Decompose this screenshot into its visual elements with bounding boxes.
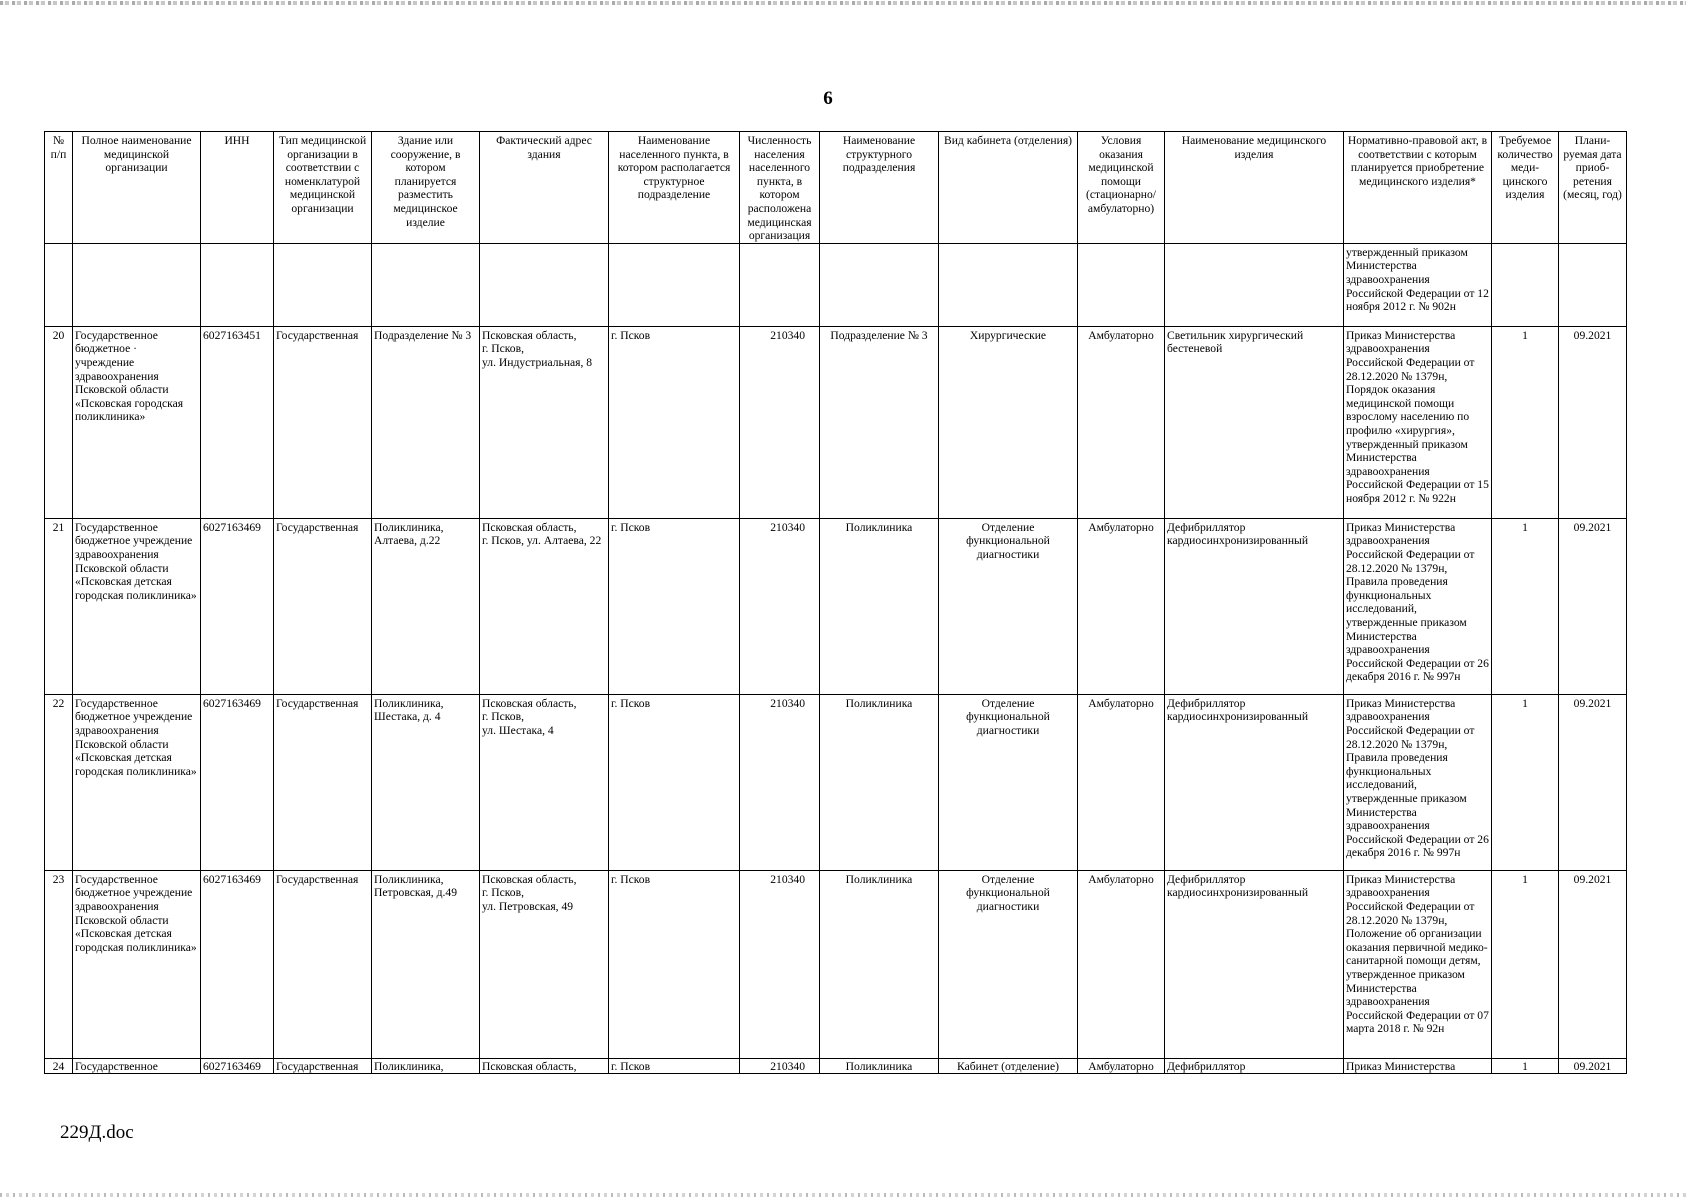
cell-device: Дефибриллятор кардиосинхронизированный	[1165, 694, 1344, 870]
cell-type: Государственная	[274, 870, 372, 1058]
cell-address: Псковская область, г. Псков, ул. Индустриальная, 8	[480, 326, 609, 518]
cell-device: Светильник хирургический бестеневой	[1165, 326, 1344, 518]
cell-date: 09.2021	[1559, 518, 1627, 694]
cell-type: Государственная	[274, 326, 372, 518]
cell-act: Приказ Министерства здравоохранения Российской Федерации от 28.12.2020 № 1379н, Положение об организации оказания первичной медико-санитарной помощи детям, утвержденное приказом Министерства здравоохранения Российской Федерации от 07 марта 2018 г. № 92н	[1344, 870, 1492, 1058]
cell-building: Поликлиника, Алтаева, д.22	[372, 518, 480, 694]
header-cell-building: Здание или сооружение, в котором планируется разместить медицинское изделие	[372, 132, 480, 244]
cell-locality: г. Псков	[609, 326, 740, 518]
cell-conditions: Амбулаторно	[1078, 870, 1165, 1058]
scan-edge-top	[0, 1, 1686, 5]
table-row	[45, 1058, 1627, 1073]
cell-num: 24	[45, 1058, 73, 1073]
cell-device: Дефибриллятор	[1165, 1058, 1344, 1073]
cell-unit: Подразделение № 3	[820, 326, 939, 518]
cell-qty: 1	[1492, 694, 1559, 870]
cell-qty: 1	[1492, 326, 1559, 518]
cell-date: 09.2021	[1559, 1058, 1627, 1073]
cell-act: Приказ Министерства здравоохранения Российской Федерации от 28.12.2020 № 1379н, Порядок оказания медицинской помощи взрослому населению по профилю «хирургия», утвержденный приказом Министерства здравоохранения Российской Федерации от 15 ноября 2012 г. № 922н	[1344, 326, 1492, 518]
cell-cabinet: Кабинет (отделение)	[939, 1058, 1078, 1073]
document-filename: 229Д.doc	[60, 1122, 134, 1143]
header-cell-type: Тип медицинской организации в соответствии с номенклатурой медицинской организации	[274, 132, 372, 244]
cell-date: 09.2021	[1559, 870, 1627, 1058]
header-cell-org: Полное наименование медицинской организации	[73, 132, 201, 244]
cell-num: 23	[45, 870, 73, 1058]
table-row	[45, 694, 1627, 870]
header-cell-date: Плани-руемая дата приоб-ретения (месяц, год)	[1559, 132, 1627, 244]
cell-cabinet: Отделение функциональной диагностики	[939, 870, 1078, 1058]
cell-population: 210340	[740, 1058, 820, 1073]
header-cell-num: № п/п	[45, 132, 73, 244]
cell-building: Поликлиника, Шестака, д. 4	[372, 694, 480, 870]
cell-qty: 1	[1492, 870, 1559, 1058]
cell-type: Государственная	[274, 518, 372, 694]
cell-locality: г. Псков	[609, 870, 740, 1058]
cell-inn: 6027163469	[201, 694, 274, 870]
cell-act: утвержденный приказом Министерства здравоохранения Российской Федерации от 12 ноября 2012 г. № 902н	[1344, 243, 1492, 326]
header-cell-locality: Наименование населенного пункта, в котором располагается структурное подразделение	[609, 132, 740, 244]
scan-edge-bottom	[0, 1193, 1686, 1197]
cell-cabinet: Отделение функциональной диагностики	[939, 694, 1078, 870]
cell-cabinet: Хирургические	[939, 326, 1078, 518]
cell-org: Государственное бюджетное учреждение здравоохранения Псковской области «Псковская детская городская поликлиника»	[73, 518, 201, 694]
table-row-continuation	[45, 243, 1627, 326]
header-cell-unit: Наименование структурного подразделения	[820, 132, 939, 244]
cell-org: Государственное бюджетное · учреждение здравоохранения Псковской области «Псковская городская поликлиника»	[73, 326, 201, 518]
cell-cabinet: Отделение функциональной диагностики	[939, 518, 1078, 694]
cell-act: Приказ Министерства здравоохранения Российской Федерации от 28.12.2020 № 1379н, Правила проведения функциональных исследований, утвержденные приказом Министерства здравоохранения Российской Федерации от 26 декабря 2016 г. № 997н	[1344, 694, 1492, 870]
cell-population: 210340	[740, 326, 820, 518]
cell-unit: Поликлиника	[820, 694, 939, 870]
cell-inn: 6027163469	[201, 1058, 274, 1073]
table-header-row	[45, 132, 1627, 244]
page-number: 6	[823, 88, 833, 109]
cell-qty: 1	[1492, 518, 1559, 694]
table-row	[45, 870, 1627, 1058]
header-cell-population: Численность населения населенного пункта, в котором расположена медицинская организация	[740, 132, 820, 244]
cell-address: Псковская область, г. Псков, ул. Петровская, 49	[480, 870, 609, 1058]
cell-conditions: Амбулаторно	[1078, 518, 1165, 694]
cell-locality: г. Псков	[609, 694, 740, 870]
cell-unit: Поликлиника	[820, 870, 939, 1058]
cell-act: Приказ Министерства	[1344, 1058, 1492, 1073]
cell-population: 210340	[740, 694, 820, 870]
cell-locality: г. Псков	[609, 518, 740, 694]
cell-type: Государственная	[274, 1058, 372, 1073]
cell-population: 210340	[740, 870, 820, 1058]
cell-inn: 6027163469	[201, 870, 274, 1058]
cell-address: Псковская область, г. Псков, ул. Шестака, 4	[480, 694, 609, 870]
cell-num: 21	[45, 518, 73, 694]
header-cell-act: Нормативно-правовой акт, в соответствии с которым планируется приобретение медицинского изделия*	[1344, 132, 1492, 244]
cell-conditions: Амбулаторно	[1078, 326, 1165, 518]
header-cell-device: Наименование медицинского изделия	[1165, 132, 1344, 244]
cell-building: Поликлиника,	[372, 1058, 480, 1073]
cell-locality: г. Псков	[609, 1058, 740, 1073]
cell-qty: 1	[1492, 1058, 1559, 1073]
cell-address: Псковская область,	[480, 1058, 609, 1073]
cell-device: Дефибриллятор кардиосинхронизированный	[1165, 870, 1344, 1058]
cell-num: 22	[45, 694, 73, 870]
cell-org: Государственное бюджетное учреждение здравоохранения Псковской области «Псковская детская городская поликлиника»	[73, 694, 201, 870]
cell-building: Подразделение № 3	[372, 326, 480, 518]
cell-org: Государственное	[73, 1058, 201, 1073]
cell-inn: 6027163469	[201, 518, 274, 694]
header-cell-inn: ИНН	[201, 132, 274, 244]
equipment-table	[44, 131, 1627, 1074]
cell-type: Государственная	[274, 694, 372, 870]
cell-act: Приказ Министерства здравоохранения Российской Федерации от 28.12.2020 № 1379н, Правила проведения функциональных исследований, утвержденные приказом Министерства здравоохранения Российской Федерации от 26 декабря 2016 г. № 997н	[1344, 518, 1492, 694]
cell-conditions: Амбулаторно	[1078, 1058, 1165, 1073]
cell-device: Дефибриллятор кардиосинхронизированный	[1165, 518, 1344, 694]
table-row	[45, 326, 1627, 518]
header-cell-conditions: Условия оказания медицинской помощи (стационарно/ амбулаторно)	[1078, 132, 1165, 244]
cell-conditions: Амбулаторно	[1078, 694, 1165, 870]
header-cell-cabinet: Вид кабинета (отделения)	[939, 132, 1078, 244]
cell-org: Государственное бюджетное учреждение здравоохранения Псковской области «Псковская детская городская поликлиника»	[73, 870, 201, 1058]
cell-building: Поликлиника, Петровская, д.49	[372, 870, 480, 1058]
table-row	[45, 518, 1627, 694]
cell-num: 20	[45, 326, 73, 518]
cell-unit: Поликлиника	[820, 1058, 939, 1073]
cell-date: 09.2021	[1559, 326, 1627, 518]
cell-inn: 6027163451	[201, 326, 274, 518]
cell-address: Псковская область, г. Псков, ул. Алтаева, 22	[480, 518, 609, 694]
header-cell-address: Фактический адрес здания	[480, 132, 609, 244]
cell-date: 09.2021	[1559, 694, 1627, 870]
cell-unit: Поликлиника	[820, 518, 939, 694]
cell-population: 210340	[740, 518, 820, 694]
header-cell-qty: Требуемое количество меди-цинского изделия	[1492, 132, 1559, 244]
